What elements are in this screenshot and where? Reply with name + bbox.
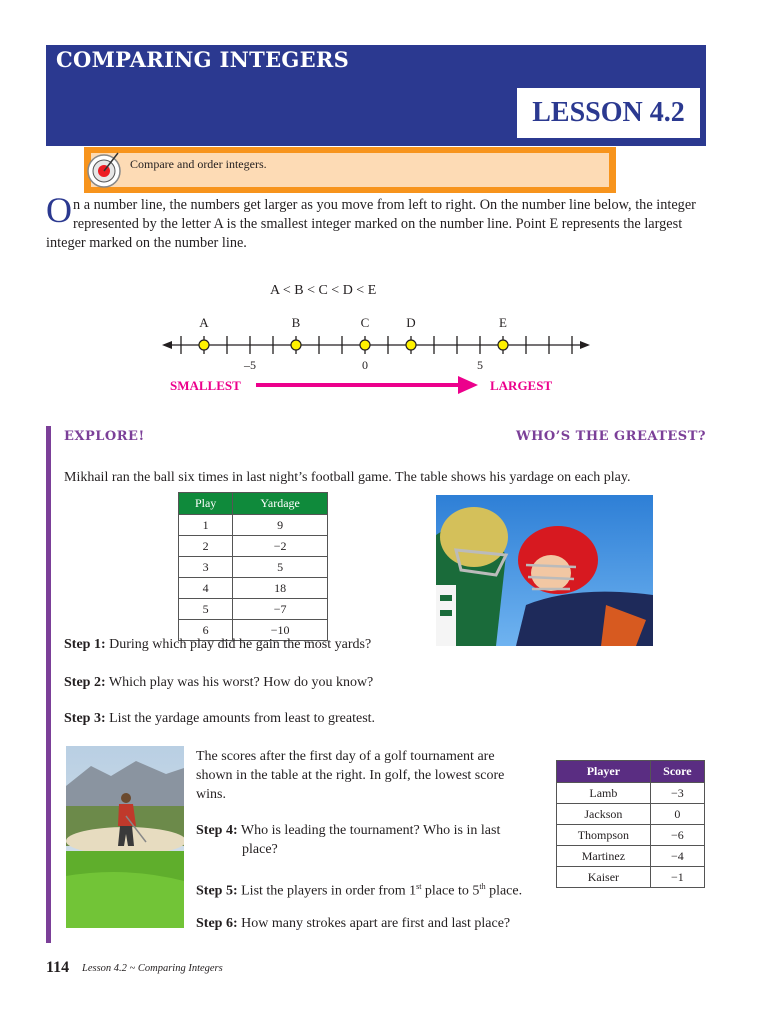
table-cell: 18 bbox=[233, 578, 328, 599]
table-cell: Kaiser bbox=[557, 867, 651, 888]
table-cell: −2 bbox=[233, 536, 328, 557]
step-text: Who is leading the tournament? Who is in last bbox=[237, 823, 501, 838]
football-photo bbox=[436, 495, 653, 646]
table-cell: 9 bbox=[233, 515, 328, 536]
tick-label: –5 bbox=[244, 358, 256, 372]
header-banner bbox=[46, 45, 706, 146]
table-cell: Martinez bbox=[557, 846, 651, 867]
point-label: E bbox=[499, 315, 507, 330]
table-cell: −7 bbox=[233, 599, 328, 620]
step-5 bbox=[196, 877, 522, 901]
table-cell: 0 bbox=[650, 804, 704, 825]
table-header: Yardage bbox=[233, 493, 328, 515]
point-a bbox=[199, 340, 209, 350]
golf-photo bbox=[66, 746, 184, 928]
drop-cap: O bbox=[46, 190, 72, 230]
table-cell: 1 bbox=[179, 515, 233, 536]
table-cell: −10 bbox=[233, 620, 328, 641]
largest-label: LARGEST bbox=[490, 378, 553, 393]
table-cell: −4 bbox=[650, 846, 704, 867]
smallest-label: SMALLEST bbox=[170, 378, 241, 393]
intro-text: n a number line, the numbers get larger as you move from left to right. On the number line below, the integer represented by the letter A is the smallest integer marked on the number line. Point E represents the largest integer marked on the number line. bbox=[46, 197, 696, 251]
step-text: List the yardage amounts from least to greatest. bbox=[105, 711, 376, 726]
page-number: 114 bbox=[46, 959, 70, 976]
table-cell: 5 bbox=[233, 557, 328, 578]
table-cell: Lamb bbox=[557, 783, 651, 804]
table-cell: 4 bbox=[179, 578, 233, 599]
table-row bbox=[557, 783, 705, 804]
step-text: How many strokes apart are first and last place? bbox=[237, 916, 511, 931]
lesson-badge bbox=[516, 87, 701, 139]
step-text: place? bbox=[242, 842, 278, 857]
table-row bbox=[557, 804, 705, 825]
lesson-label: LESSON 4.2 bbox=[532, 97, 685, 128]
table-header: Player bbox=[557, 761, 651, 783]
axis-arrow-right bbox=[580, 341, 590, 349]
step-label: Step 4: bbox=[196, 823, 238, 838]
tick-label: 5 bbox=[477, 358, 483, 372]
table-row bbox=[179, 515, 328, 536]
table-cell: Thompson bbox=[557, 825, 651, 846]
table-row bbox=[179, 578, 328, 599]
yardage-table bbox=[178, 492, 328, 641]
table-row bbox=[179, 599, 328, 620]
explore-label: EXPLORE! bbox=[64, 429, 145, 444]
golf-intro: The scores after the first day of a golf tournament are shown in the table at the right. In golf, the lowest score wins. bbox=[196, 749, 505, 802]
table-row bbox=[179, 536, 328, 557]
explore-title: WHO’S THE GREATEST? bbox=[516, 429, 706, 444]
step-1 bbox=[64, 635, 371, 654]
step-text: place to 5 bbox=[421, 883, 480, 899]
table-row bbox=[557, 825, 705, 846]
table-cell: −3 bbox=[650, 783, 704, 804]
step-label: Step 5: bbox=[196, 883, 238, 899]
point-d bbox=[406, 340, 416, 350]
tick-label: 0 bbox=[362, 358, 368, 372]
table-cell: −6 bbox=[650, 825, 704, 846]
table-row bbox=[179, 557, 328, 578]
point-label: D bbox=[406, 315, 416, 330]
objective-text: Compare and order integers. bbox=[130, 157, 267, 171]
step-text: List the players in order from 1 bbox=[237, 883, 417, 899]
point-b bbox=[291, 340, 301, 350]
step-text: Which play was his worst? How do you know? bbox=[105, 675, 374, 690]
explore-sidebar bbox=[46, 426, 51, 943]
step-text: During which play did he gain the most yards? bbox=[105, 637, 372, 652]
intro-paragraph bbox=[46, 190, 706, 253]
table-cell: 6 bbox=[179, 620, 233, 641]
step-6 bbox=[196, 914, 510, 933]
axis-arrow-left bbox=[162, 341, 172, 349]
point-label: B bbox=[291, 315, 301, 330]
number-line bbox=[160, 310, 600, 400]
table-cell: 5 bbox=[179, 599, 233, 620]
table-cell: 3 bbox=[179, 557, 233, 578]
table-header: Play bbox=[179, 493, 233, 515]
table-cell: 2 bbox=[179, 536, 233, 557]
superscript: st bbox=[416, 882, 422, 891]
direction-arrow-head bbox=[458, 376, 478, 394]
step-label: Step 6: bbox=[196, 916, 238, 931]
footer-text: Lesson 4.2 ~ Comparing Integers bbox=[82, 963, 223, 974]
table-row bbox=[557, 846, 705, 867]
table-row bbox=[557, 867, 705, 888]
golf-scores-table bbox=[556, 760, 705, 888]
step-label: Step 1: bbox=[64, 637, 106, 652]
table-cell: Jackson bbox=[557, 804, 651, 825]
step-3 bbox=[64, 709, 375, 728]
objective-bar bbox=[84, 147, 616, 193]
point-label: A bbox=[199, 315, 209, 330]
superscript: th bbox=[479, 882, 486, 891]
point-c bbox=[360, 340, 370, 350]
step-label: Step 2: bbox=[64, 675, 106, 690]
step-text: place. bbox=[485, 883, 523, 899]
point-label: C bbox=[360, 315, 370, 330]
point-e bbox=[498, 340, 508, 350]
step-2 bbox=[64, 673, 373, 692]
step-label: Step 3: bbox=[64, 711, 106, 726]
target-icon bbox=[84, 149, 124, 189]
inequality-text: A < B < C < D < E bbox=[270, 283, 377, 298]
step-4 bbox=[196, 821, 536, 859]
page-title: COMPARING INTEGERS bbox=[56, 47, 350, 72]
table-cell: −1 bbox=[650, 867, 704, 888]
table-header: Score bbox=[650, 761, 704, 783]
explore-intro: Mikhail ran the ball six times in last night’s football game. The table shows his yardage on each play. bbox=[64, 470, 631, 485]
